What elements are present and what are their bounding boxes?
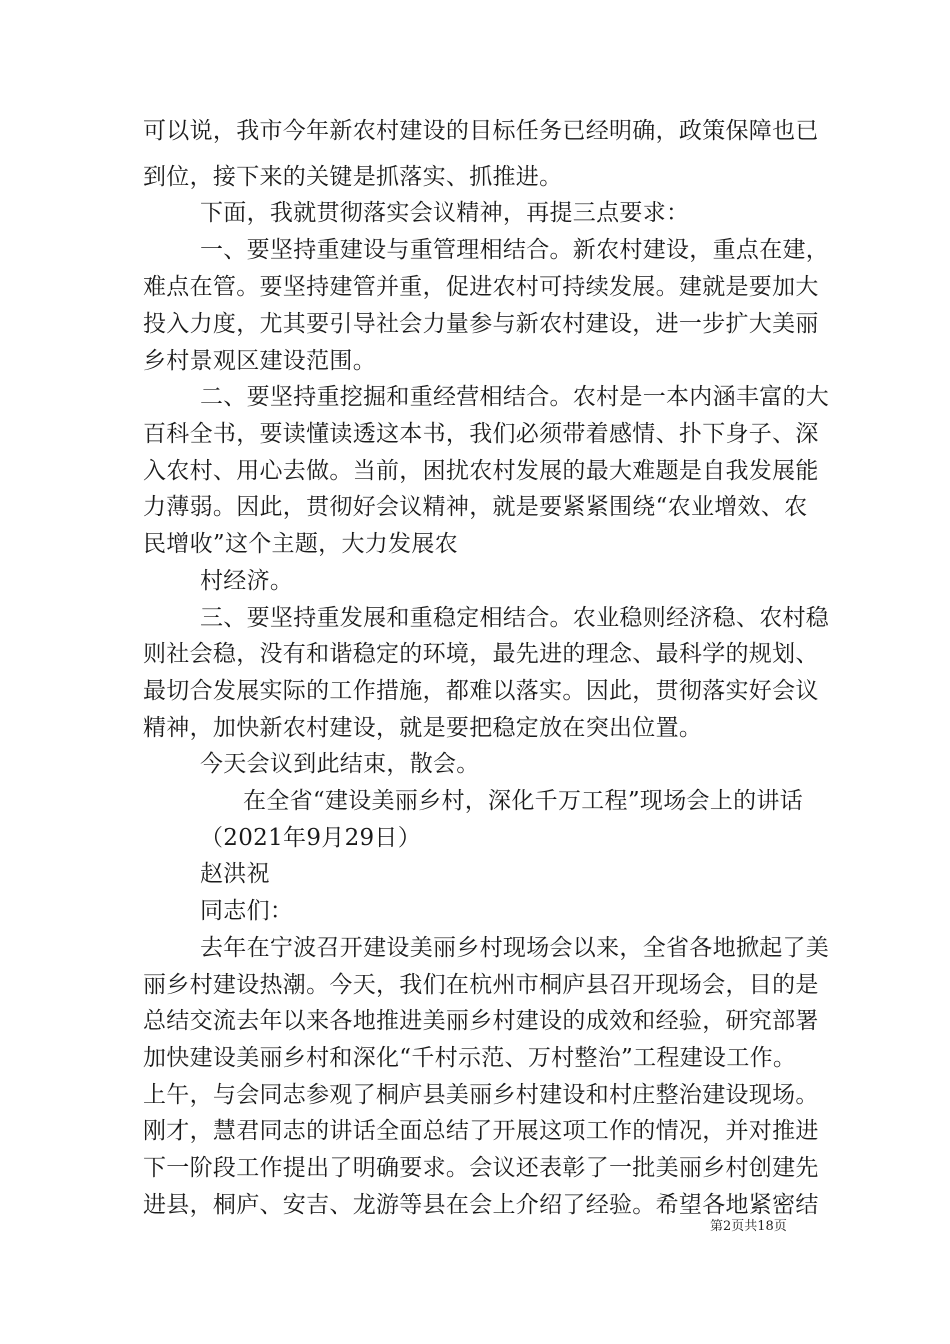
text-line: 加快建设美丽乡村和深化“千村示范、万村整治”工程建设工作。 [143,1045,797,1071]
text-line: 乡村景观区建设范围。 [143,348,376,374]
speaker-name: 赵洪祝 [200,861,270,887]
text-line: 精神，加快新农村建设，就是要把稳定放在突出位置。 [143,715,703,741]
text-line: 去年在宁波召开建设美丽乡村现场会以来，全省各地掀起了美 [200,935,830,961]
text-line: 进县，桐庐、安吉、龙游等县在会上介绍了经验。希望各地紧密结 [143,1192,819,1218]
text-line: 一、要坚持重建设与重管理相结合。新农村建设，重点在建， [200,237,830,263]
text-line: 可以说，我市今年新农村建设的目标任务已经明确，政策保障也已 [143,118,819,144]
text-line: 刚才，慧君同志的讲话全面总结了开展这项工作的情况，并对推进 [143,1118,819,1144]
salutation: 同志们： [200,898,294,924]
text-line: 入农村、用心去做。当前，困扰农村发展的最大难题是自我发展能 [143,458,819,484]
text-line: 二、要坚持重挖掘和重经营相结合。农村是一本内涵丰富的大 [200,384,830,410]
text-line: 难点在管。要坚持建管并重，促进农村可持续发展。建就是要加大 [143,274,819,300]
text-line: 下面，我就贯彻落实会议精神，再提三点要求： [200,200,690,226]
text-line: 民增收”这个主题，大力发展农 [143,531,458,557]
text-line: 最切合发展实际的工作措施，都难以落实。因此，贯彻落实好会议 [143,678,819,704]
page-number: 第2页共18页 [710,1219,787,1234]
speech-title: 在全省“建设美丽乡村，深化千万工程”现场会上的讲话 [243,788,804,814]
speech-date: （2021年9月29日） [200,825,422,851]
text-line: 力薄弱。因此，贯彻好会议精神，就是要紧紧围绕“农业增效、农 [143,494,808,520]
text-line: 今天会议到此结束，散会。 [200,751,480,777]
text-line: 到位，接下来的关键是抓落实、抓推进。 [143,164,563,190]
text-line: 上午，与会同志参观了桐庐县美丽乡村建设和村庄整治建设现场。 [143,1082,819,1108]
text-line: 丽乡村建设热潮。今天，我们在杭州市桐庐县召开现场会，目的是 [143,972,819,998]
text-line: 三、要坚持重发展和重稳定相结合。农业稳则经济稳、农村稳 [200,605,830,631]
text-line: 总结交流去年以来各地推进美丽乡村建设的成效和经验，研究部署 [143,1008,819,1034]
text-line: 百科全书，要读懂读透这本书，我们必须带着感情、扑下身子、深 [143,421,819,447]
text-line: 投入力度，尤其要引导社会力量参与新农村建设，进一步扩大美丽 [143,311,819,337]
text-line: 下一阶段工作提出了明确要求。会议还表彰了一批美丽乡村创建先 [143,1155,819,1181]
text-line: 村经济。 [200,568,294,594]
text-line: 则社会稳，没有和谐稳定的环境，最先进的理念、最科学的规划、 [143,641,819,667]
